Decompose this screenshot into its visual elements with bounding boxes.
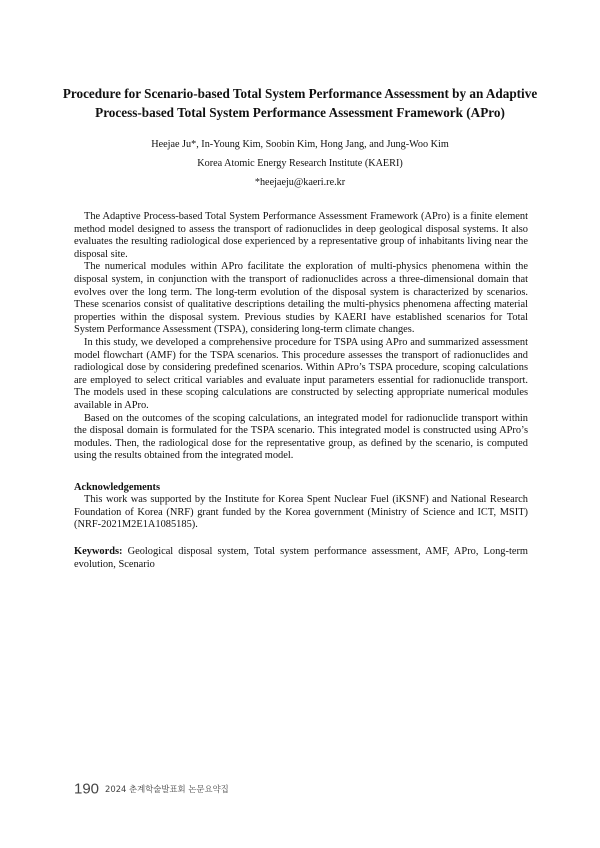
paragraph-2: The numerical modules within APro facilitate the exploration of multi-physics phenomena within the disposal system, in conjunction with the transport of radionuclides across a three-dimensional domain that evolves over the long term. The long-term evolution of the disposal system is characterized by scenarios. These scenarios consist of qualitative descriptions detailing the multi-physics phenomena affecting material properties within the disposal system. Previous studies by KAERI have established scenarios for Total System Performance Assessment (TSPA), considering long-term climate changes. [74,261,528,336]
keywords-label: Keywords: [74,546,123,557]
author-list: Heejae Ju*, In-Young Kim, Soobin Kim, Hong Jang, and Jung-Woo Kim [151,139,449,150]
affiliation: Korea Atomic Energy Research Institute (KAERI) [197,158,403,169]
keywords-text: Geological disposal system, Total system performance assessment, AMF, APro, Long-term evolution, Scenario [74,546,528,570]
paragraph-3: In this study, we developed a comprehensive procedure for TSPA using APro and summarized assessment model flowchart (AMF) for the TSPA scenarios. This procedure assesses the transport of radionuclides and radiological dose by considering predefined scenarios. Within APro’s TSPA procedure, scoping calculations are employed to select critical variables and evaluate input parameters essential for radionuclide transport. The models used in these scoping calculations are constructed by selecting appropriate numerical modules available in APro. [74,336,528,411]
paragraph-4: Based on the outcomes of the scoping calculations, an integrated model for radionuclide transport within the disposal domain is formulated for the TSPA scenario. This integrated model is constructed using APro’s modules. Then, the radiological dose for the representative group, as defined by the scenario, is computed using the results obtained from the integrated model. [74,412,528,462]
proceedings-name: 2024 춘계학술발표회 논문요약집 [105,783,229,794]
page-number: 190 [74,780,100,798]
acknowledgements-heading: Acknowledgements [74,482,161,493]
acknowledgements-text: This work was supported by the Institute for Korea Spent Nuclear Fuel (iKSNF) and National Research Foundation of Korea (NRF) grant funded by the Korea government (Ministry of Science and ICT, MSIT) (NRF-2021M2E1A1085185). [74,494,528,531]
abstract-body [74,211,528,463]
keywords [74,546,528,571]
paper-title: Procedure for Scenario-based Total System Performance Assessment by an Adaptive Process-based Total System Performance Assessment Framework (APro) [62,86,538,120]
corresponding-email: *heejaeju@kaeri.re.kr [254,177,346,188]
page-footer [74,780,229,798]
paragraph-1: The Adaptive Process-based Total System Performance Assessment Framework (APro) is a finite element method model designed to assess the transport of radionuclides in deep geological disposal systems. It also evaluates the resulting radiological dose experienced by a representative group of inhabitants living near the disposal site. [74,211,528,260]
